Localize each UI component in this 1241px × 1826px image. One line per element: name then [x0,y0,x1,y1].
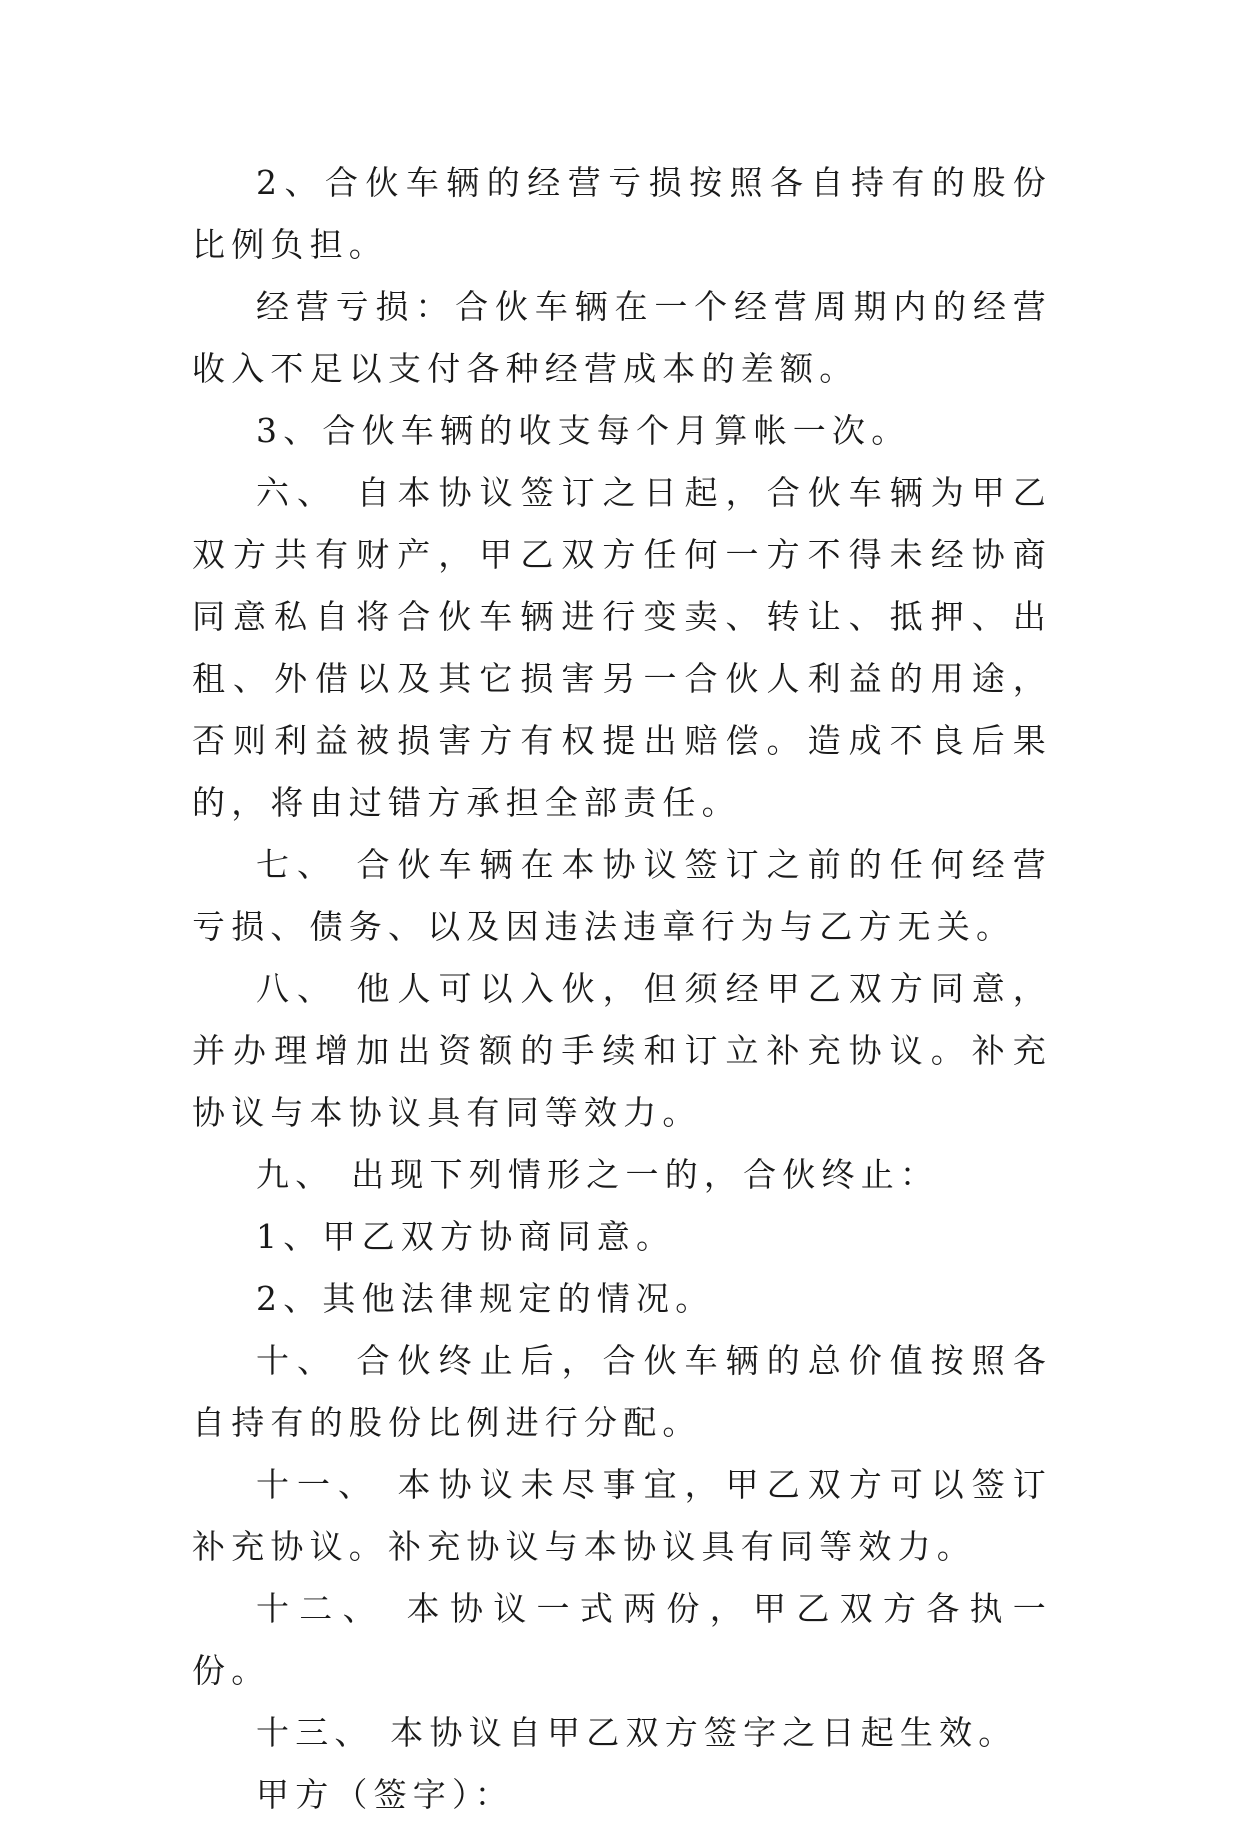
clause-13: 十三、 本协议自甲乙双方签字之日起生效。 [256,1713,1018,1752]
document-body [192,152,1052,1826]
clause-11: 十一、 本协议未尽事宜，甲乙双方可以签订补充协议。补充协议与本协议具有同等效力。 [192,1465,1052,1566]
paragraph-monthly-accounting: 3、合伙车辆的收支每个月算帐一次。 [256,411,911,450]
party-a-signature-line: 甲方（签字）： [256,1775,514,1814]
clause-6: 六、 自本协议签订之日起，合伙车辆为甲乙双方共有财产，甲乙双方任何一方不得未经协商同意私自将合伙车辆进行变卖、转让、抵押、出租、外借以及其它损害另一合伙人利益的用途，否则利益被损害方有权提出赔偿。造成不良后果的，将由过错方承担全部责任。 [192,473,1052,822]
paragraph-loss-definition: 经营亏损：合伙车辆在一个经营周期内的经营收入不足以支付各种经营成本的差额。 [192,287,1052,388]
clause-9-item-1: 1、甲乙双方协商同意。 [256,1217,676,1256]
clause-12: 十二、 本协议一式两份，甲乙双方各执一份。 [192,1589,1052,1690]
paragraph-loss-sharing: 2、合伙车辆的经营亏损按照各自持有的股份比例负担。 [192,163,1052,264]
clause-9-item-2: 2、其他法律规定的情况。 [256,1279,715,1318]
clause-8: 八、 他人可以入伙，但须经甲乙双方同意，并办理增加出资额的手续和订立补充协议。补充协议与本协议具有同等效力。 [192,969,1052,1132]
clause-10: 十、 合伙终止后，合伙车辆的总价值按照各自持有的股份比例进行分配。 [192,1341,1052,1442]
clause-9: 九、 出现下列情形之一的，合伙终止： [256,1155,940,1194]
clause-7: 七、 合伙车辆在本协议签订之前的任何经营亏损、债务、以及因违法违章行为与乙方无关。 [192,845,1052,946]
